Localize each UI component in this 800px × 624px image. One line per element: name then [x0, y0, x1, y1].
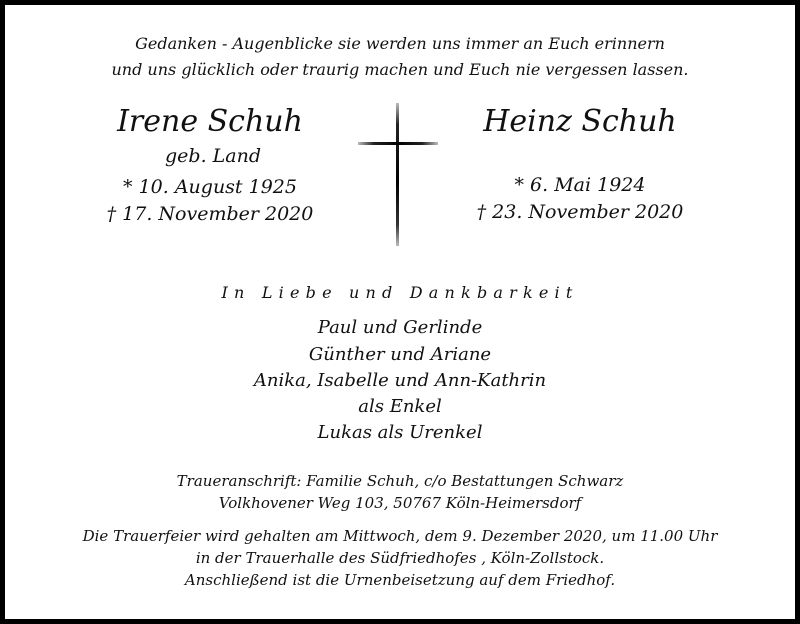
right-person-name: Heinz Schuh — [483, 104, 677, 139]
family-line-4: als Enkel — [358, 396, 442, 417]
family-line-5: Lukas als Urenkel — [317, 422, 483, 443]
left-person-name: Irene Schuh — [117, 104, 303, 139]
ceremony-line-3: Anschließend ist die Urnenbeisetzung auf dem Friedhof. — [184, 571, 616, 589]
family-line-1: Paul und Gerlinde — [317, 317, 483, 338]
ceremony-line-1: Die Trauerfeier wird gehalten am Mittwoch, dem 9. Dezember 2020, um 11.00 Uhr — [82, 527, 718, 545]
left-person-maiden-name: geb. Land — [165, 145, 261, 167]
verse-line-2: und uns glücklich oder traurig machen und Euch nie vergessen lassen. — [111, 60, 689, 79]
family-line-2: Günther und Ariane — [308, 344, 492, 365]
left-person-birth: * 10. August 1925 — [123, 176, 297, 198]
address-line-2: Volkhovener Weg 103, 50767 Köln-Heimersdorf — [218, 494, 582, 512]
address-line-1: Traueranschrift: Familie Schuh, c/o Bestattungen Schwarz — [176, 472, 624, 490]
motto: In Liebe und Dankbarkeit — [221, 283, 579, 302]
left-person-death: † 17. November 2020 — [106, 203, 314, 225]
verse-line-1: Gedanken - Augenblicke sie werden uns immer an Euch erinnern — [135, 34, 665, 53]
cross-horizontal-bar — [358, 142, 438, 145]
right-person-birth: * 6. Mai 1924 — [514, 174, 646, 196]
family-line-3: Anika, Isabelle und Ann-Kathrin — [253, 370, 547, 391]
ceremony-line-2: in der Trauerhalle des Südfriedhofes , Köln-Zollstock. — [195, 549, 605, 567]
right-person-death: † 23. November 2020 — [476, 201, 684, 223]
cross-vertical-bar — [396, 103, 399, 246]
